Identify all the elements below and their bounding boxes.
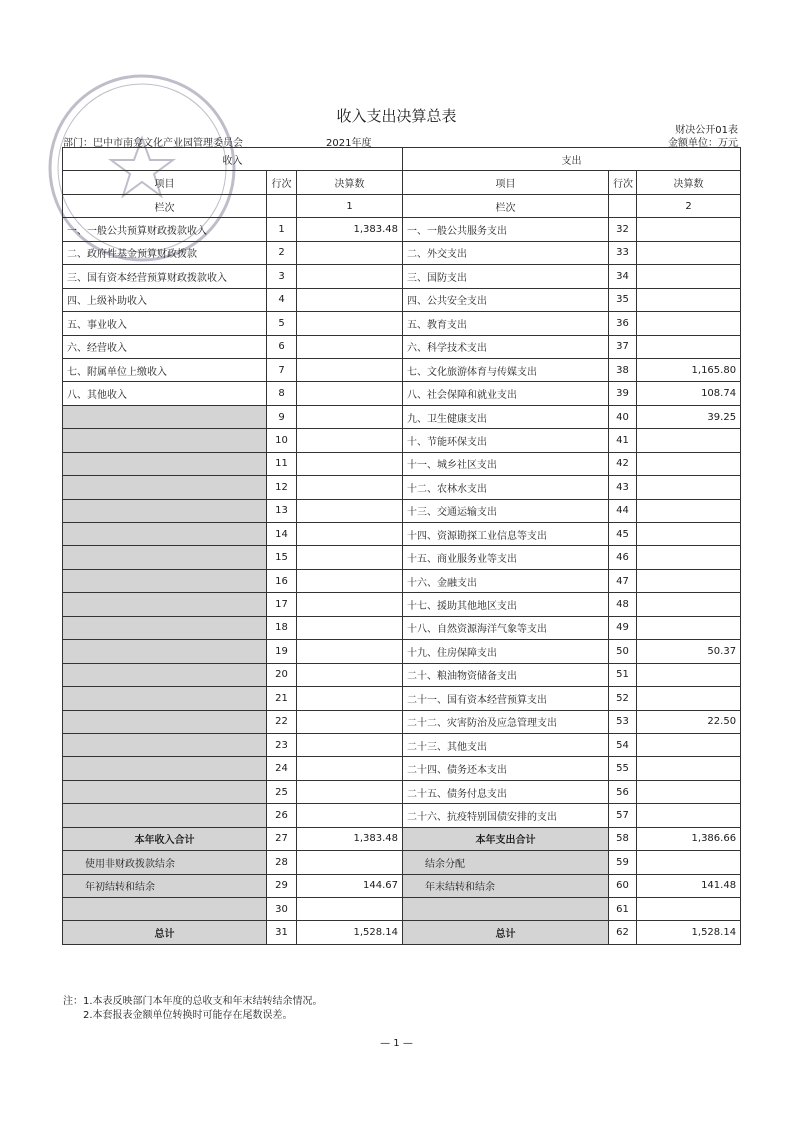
expense-amount: 39.25 [637, 405, 741, 428]
beginning-balance-label: 年初结转和结余 [63, 874, 267, 897]
expense-item-label: 二十二、灾害防治及应急管理支出 [403, 710, 609, 733]
line-number: 33 [609, 241, 637, 264]
income-item-label: 六、经营收入 [63, 335, 267, 358]
line-number: 20 [267, 663, 297, 686]
expense-line-header: 行次 [609, 171, 637, 194]
expense-item-label: 一、一般公共服务支出 [403, 218, 609, 241]
column-number-row [63, 194, 741, 217]
line-number: 35 [609, 288, 637, 311]
empty-cell [297, 710, 403, 733]
line-number: 12 [267, 476, 297, 499]
line-number: 1 [267, 218, 297, 241]
empty-cell [297, 687, 403, 710]
line-number: 10 [267, 429, 297, 452]
footnote: 注：1.本表反映部门本年度的总收支和年末结转结余情况。 [63, 996, 323, 1007]
line-number: 46 [609, 546, 637, 569]
expense-item-label: 二十五、债务付息支出 [403, 780, 609, 803]
empty-cell [297, 757, 403, 780]
empty-cell [637, 218, 741, 241]
line-number: 17 [267, 593, 297, 616]
table-row [63, 804, 741, 827]
empty-cell [63, 804, 267, 827]
expense-total-label: 本年支出合计 [403, 827, 609, 850]
income-item-label: 三、国有资本经营预算财政拨款收入 [63, 265, 267, 288]
line-number: 36 [609, 312, 637, 335]
empty-cell [637, 616, 741, 639]
empty-cell [637, 523, 741, 546]
line-number: 47 [609, 569, 637, 592]
expense-item-label: 十、节能环保支出 [403, 429, 609, 452]
table-row [63, 499, 741, 522]
table-row [63, 405, 741, 428]
expense-item-label: 十八、自然资源海洋气象等支出 [403, 616, 609, 639]
line-number: 59 [609, 851, 637, 874]
line-number: 2 [267, 241, 297, 264]
empty-cell [297, 452, 403, 475]
empty-cell [637, 780, 741, 803]
grand-total-expense: 1,528.14 [637, 921, 741, 944]
empty-cell [63, 429, 267, 452]
expense-item-label: 二十四、债务还本支出 [403, 757, 609, 780]
line-number: 22 [267, 710, 297, 733]
grand-total-row [63, 921, 741, 944]
empty-cell [63, 593, 267, 616]
table-row [63, 593, 741, 616]
ending-balance-label: 年末结转和结余 [403, 874, 609, 897]
line-number: 14 [267, 523, 297, 546]
page-number: — 1 — [380, 1038, 413, 1049]
line-number: 62 [609, 921, 637, 944]
line-number: 30 [267, 898, 297, 921]
table-row [63, 312, 741, 335]
expense-column-no-label: 栏次 [403, 194, 609, 217]
income-item-label: 五、事业收入 [63, 312, 267, 335]
table-row [63, 687, 741, 710]
empty-cell [297, 523, 403, 546]
expense-item-header: 项目 [403, 171, 609, 194]
empty-cell [637, 569, 741, 592]
line-number: 54 [609, 733, 637, 756]
table-row [63, 757, 741, 780]
income-line-header: 行次 [267, 171, 297, 194]
empty-cell [63, 476, 267, 499]
empty-cell [637, 757, 741, 780]
surplus-distribution-label: 结余分配 [403, 851, 609, 874]
empty-cell [297, 405, 403, 428]
line-number: 32 [609, 218, 637, 241]
empty-cell [637, 663, 741, 686]
table-code: 财决公开01表 [675, 125, 738, 136]
empty-cell [297, 733, 403, 756]
empty-cell [63, 757, 267, 780]
line-number: 58 [609, 827, 637, 850]
line-number: 60 [609, 874, 637, 897]
empty-cell [637, 265, 741, 288]
empty-cell [637, 429, 741, 452]
income-item-header: 项目 [63, 171, 267, 194]
line-number: 49 [609, 616, 637, 639]
table-row [63, 569, 741, 592]
empty-cell [297, 780, 403, 803]
expense-amount: 108.74 [637, 382, 741, 405]
empty-cell [63, 780, 267, 803]
income-amount: 1,383.48 [297, 218, 403, 241]
expense-item-label: 二十六、抗疫特别国债安排的支出 [403, 804, 609, 827]
empty-cell [297, 265, 403, 288]
table-row [63, 288, 741, 311]
expense-amount: 50.37 [637, 640, 741, 663]
empty-cell [637, 335, 741, 358]
line-number: 3 [267, 265, 297, 288]
table-row [63, 358, 741, 381]
income-item-label: 二、政府性基金预算财政拨款 [63, 241, 267, 264]
empty-cell [297, 241, 403, 264]
table-row [63, 898, 741, 921]
line-number: 37 [609, 335, 637, 358]
empty-cell [297, 476, 403, 499]
empty-cell [637, 312, 741, 335]
expense-amount: 1,165.80 [637, 358, 741, 381]
table-row [63, 616, 741, 639]
empty-cell [297, 358, 403, 381]
empty-cell [267, 194, 297, 217]
expense-item-label: 四、公共安全支出 [403, 288, 609, 311]
empty-cell [63, 499, 267, 522]
empty-cell [63, 405, 267, 428]
line-number: 31 [267, 921, 297, 944]
empty-cell [637, 499, 741, 522]
grand-total-label: 总计 [63, 921, 267, 944]
empty-cell [637, 593, 741, 616]
empty-cell [637, 687, 741, 710]
line-number: 45 [609, 523, 637, 546]
line-number: 11 [267, 452, 297, 475]
table-row [63, 874, 741, 897]
line-number: 15 [267, 546, 297, 569]
empty-cell [637, 546, 741, 569]
expense-header: 支出 [403, 148, 741, 171]
empty-cell [63, 523, 267, 546]
expense-item-label: 十三、交通运输支出 [403, 499, 609, 522]
expense-amount-header: 决算数 [637, 171, 741, 194]
line-number: 7 [267, 358, 297, 381]
line-number: 23 [267, 733, 297, 756]
line-number: 43 [609, 476, 637, 499]
empty-cell [637, 288, 741, 311]
line-number: 41 [609, 429, 637, 452]
expense-item-label: 十四、资源勘探工业信息等支出 [403, 523, 609, 546]
table-row [63, 241, 741, 264]
empty-cell [297, 312, 403, 335]
beginning-balance-value: 144.67 [297, 874, 403, 897]
empty-cell [297, 288, 403, 311]
empty-cell [637, 804, 741, 827]
empty-cell [63, 733, 267, 756]
line-number: 34 [609, 265, 637, 288]
grand-total-income: 1,528.14 [297, 921, 403, 944]
empty-cell [297, 569, 403, 592]
line-number: 21 [267, 687, 297, 710]
line-number: 6 [267, 335, 297, 358]
budget-summary-table [62, 147, 741, 945]
section-header-row [63, 148, 741, 171]
page-title: 收入支出决算总表 [336, 107, 457, 125]
line-number: 56 [609, 780, 637, 803]
income-item-label: 八、其他收入 [63, 382, 267, 405]
income-item-label: 七、附属单位上缴收入 [63, 358, 267, 381]
empty-cell [609, 194, 637, 217]
expense-column-2: 2 [637, 194, 741, 217]
non-fiscal-surplus-label: 使用非财政拨款结余 [63, 851, 267, 874]
expense-item-label: 十九、住房保障支出 [403, 640, 609, 663]
expense-item-label: 十五、商业服务业等支出 [403, 546, 609, 569]
empty-cell [63, 898, 267, 921]
line-number: 52 [609, 687, 637, 710]
expense-item-label: 二十、粮油物资储备支出 [403, 663, 609, 686]
income-total-label: 本年收入合计 [63, 827, 267, 850]
empty-cell [297, 640, 403, 663]
empty-cell [297, 335, 403, 358]
income-item-label: 四、上级补助收入 [63, 288, 267, 311]
column-header-row [63, 171, 741, 194]
table-row [63, 663, 741, 686]
line-number: 50 [609, 640, 637, 663]
expense-item-label: 五、教育支出 [403, 312, 609, 335]
empty-cell [297, 663, 403, 686]
empty-cell [297, 898, 403, 921]
line-number: 9 [267, 405, 297, 428]
empty-cell [297, 851, 403, 874]
line-number: 39 [609, 382, 637, 405]
empty-cell [63, 710, 267, 733]
fiscal-year: 2021年度 [326, 138, 372, 149]
empty-cell [637, 898, 741, 921]
ending-balance-value: 141.48 [637, 874, 741, 897]
line-number: 40 [609, 405, 637, 428]
footnotes [63, 995, 323, 1023]
empty-cell [63, 452, 267, 475]
expense-item-label: 十二、农林水支出 [403, 476, 609, 499]
expense-item-label: 七、文化旅游体育与传媒支出 [403, 358, 609, 381]
line-number: 26 [267, 804, 297, 827]
table-row [63, 733, 741, 756]
line-number: 42 [609, 452, 637, 475]
line-number: 16 [267, 569, 297, 592]
expense-item-label: 二十一、国有资本经营预算支出 [403, 687, 609, 710]
empty-cell [297, 804, 403, 827]
empty-cell [63, 616, 267, 639]
expense-item-label: 十一、城乡社区支出 [403, 452, 609, 475]
empty-cell [63, 569, 267, 592]
line-number: 55 [609, 757, 637, 780]
line-number: 8 [267, 382, 297, 405]
empty-cell [637, 851, 741, 874]
expense-amount: 22.50 [637, 710, 741, 733]
line-number: 5 [267, 312, 297, 335]
empty-cell [297, 382, 403, 405]
line-number: 44 [609, 499, 637, 522]
empty-cell [63, 546, 267, 569]
expense-item-label: 六、科学技术支出 [403, 335, 609, 358]
empty-cell [637, 241, 741, 264]
expense-item-label: 二、外交支出 [403, 241, 609, 264]
line-number: 57 [609, 804, 637, 827]
department-label: 部门：巴中市南龛文化产业园管理委员会 [63, 138, 243, 149]
line-number: 4 [267, 288, 297, 311]
line-number: 38 [609, 358, 637, 381]
expense-item-label: 九、卫生健康支出 [403, 405, 609, 428]
table-row [63, 710, 741, 733]
empty-cell [63, 687, 267, 710]
empty-cell [63, 640, 267, 663]
income-amount-header: 决算数 [297, 171, 403, 194]
empty-cell [637, 476, 741, 499]
amount-unit: 金额单位：万元 [668, 138, 738, 149]
expense-item-label: 二十三、其他支出 [403, 733, 609, 756]
line-number: 28 [267, 851, 297, 874]
expense-item-label: 三、国防支出 [403, 265, 609, 288]
table-row [63, 218, 741, 241]
line-number: 13 [267, 499, 297, 522]
income-total-value: 1,383.48 [297, 827, 403, 850]
table-row [63, 546, 741, 569]
table-row [63, 640, 741, 663]
expense-item-label: 八、社会保障和就业支出 [403, 382, 609, 405]
income-column-1: 1 [297, 194, 403, 217]
line-number: 29 [267, 874, 297, 897]
empty-cell [63, 663, 267, 686]
table-row [63, 452, 741, 475]
income-expense-total-row [63, 827, 741, 850]
income-item-label: 一、一般公共预算财政拨款收入 [63, 218, 267, 241]
empty-cell [637, 452, 741, 475]
line-number: 51 [609, 663, 637, 686]
table-row [63, 851, 741, 874]
table-row [63, 382, 741, 405]
table-row [63, 335, 741, 358]
line-number: 19 [267, 640, 297, 663]
line-number: 27 [267, 827, 297, 850]
expense-total-value: 1,386.66 [637, 827, 741, 850]
line-number: 53 [609, 710, 637, 733]
footnote: 2.本套报表金额单位转换时可能存在尾数误差。 [83, 1010, 293, 1021]
table-row [63, 523, 741, 546]
line-number: 24 [267, 757, 297, 780]
line-number: 48 [609, 593, 637, 616]
grand-total-label: 总计 [403, 921, 609, 944]
line-number: 61 [609, 898, 637, 921]
table-row [63, 429, 741, 452]
expense-item-label: 十七、援助其他地区支出 [403, 593, 609, 616]
table-row [63, 265, 741, 288]
empty-cell [297, 429, 403, 452]
empty-cell [297, 546, 403, 569]
empty-cell [403, 898, 609, 921]
line-number: 25 [267, 780, 297, 803]
line-number: 18 [267, 616, 297, 639]
table-row [63, 780, 741, 803]
empty-cell [297, 616, 403, 639]
income-column-no-label: 栏次 [63, 194, 267, 217]
table-row [63, 476, 741, 499]
empty-cell [297, 499, 403, 522]
expense-item-label: 十六、金融支出 [403, 569, 609, 592]
empty-cell [637, 733, 741, 756]
empty-cell [297, 593, 403, 616]
income-header: 收入 [63, 148, 403, 171]
